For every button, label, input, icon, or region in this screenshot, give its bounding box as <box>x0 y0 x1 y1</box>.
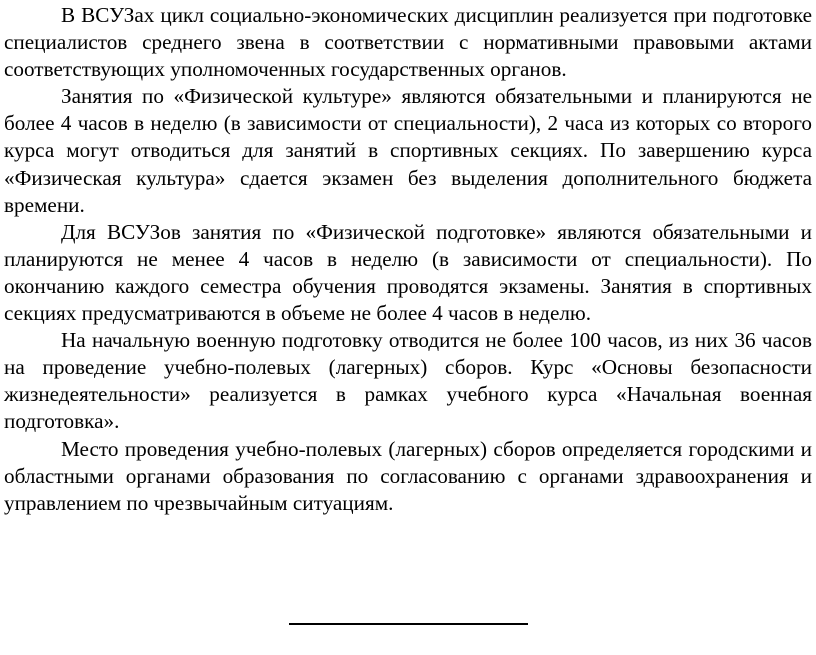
paragraph-3: Для ВСУЗов занятия по «Физической подготовке» являются обязательными и планируются не менее 4 часов в неделю (в зависимости от специальности). По окончанию каждого семестра обучения проводятся экзамены. Занятия в спортивных секциях предусматриваются в объеме не более 4 часов в неделю. <box>4 219 812 326</box>
paragraph-5: Место проведения учебно-полевых (лагерных) сборов определяется городскими и областными органами образования по согласованию с органами здравоохранения и управлением по чрезвычайным ситуациям. <box>4 436 812 515</box>
paragraph-4: На начальную военную подготовку отводится не более 100 часов, из них 36 часов на проведение учебно-полевых (лагерных) сборов. Курс «Основы безопасности жизнедеятельности» реализуется в рамках учебного курса «Начальная военная подготовка». <box>4 328 812 434</box>
paragraph-2: Занятия по «Физической культуре» являются обязательными и планируются не более 4 часов в неделю (в зависимости от специальности), 2 часа из которых со второго курса могут отводиться для занятий в спортивных секциях. По завершению курса «Физическая культура» сдается экзамен без выделения дополнительного бюджета времени. <box>4 84 812 217</box>
footnote-separator-line <box>289 623 528 625</box>
paragraph-1: В ВСУЗах цикл социально-экономических дисциплин реализуется при подготовке специалистов среднего звена в соответствии с нормативными правовыми актами соответствующих уполномоченных государственных органов. <box>4 3 812 82</box>
